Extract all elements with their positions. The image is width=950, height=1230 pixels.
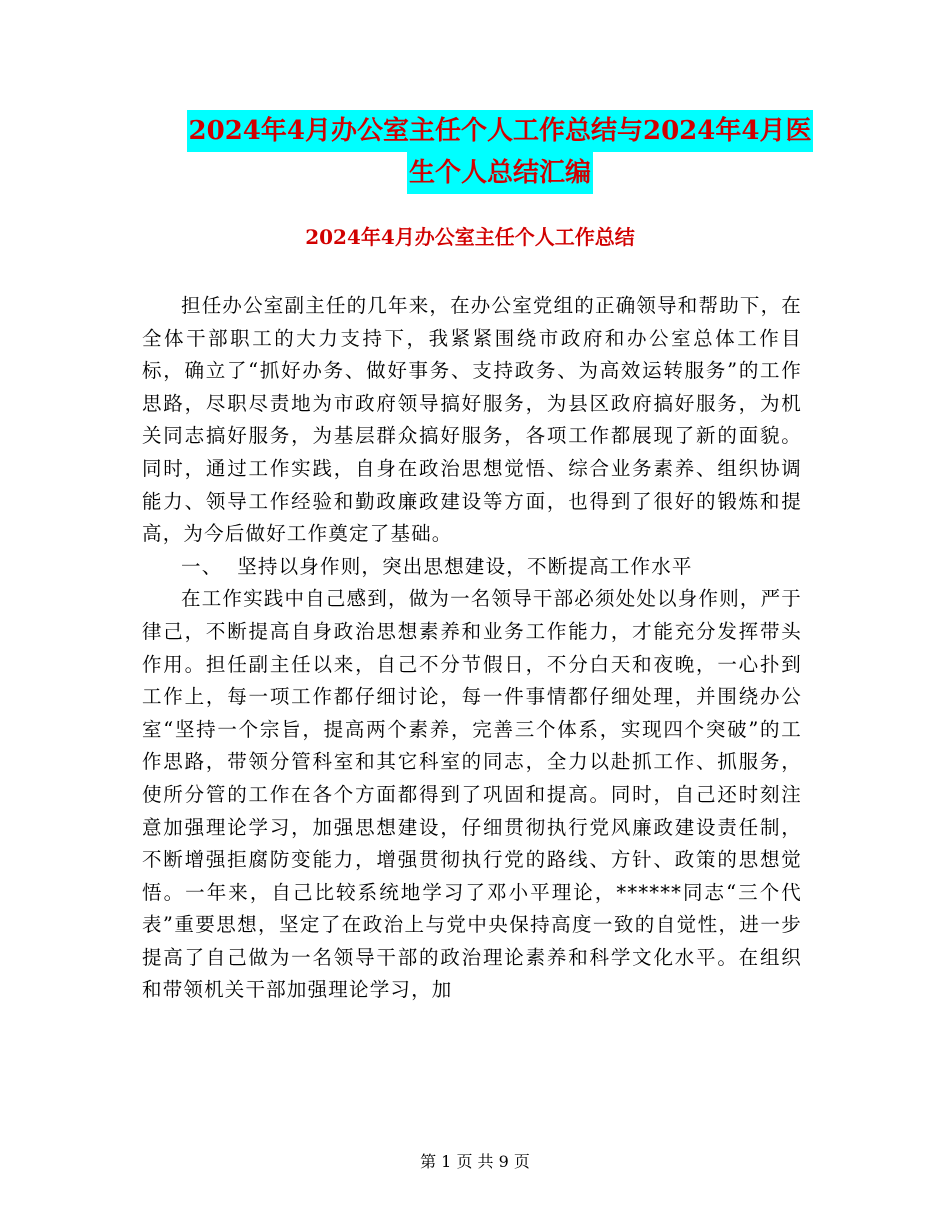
section-title: 2024年4月办公室主任个人工作总结 <box>305 225 635 249</box>
page-number-footer: 第 1 页 共 9 页 <box>420 1152 530 1171</box>
paragraph-section-1: 在工作实践中自己感到，做为一名领导干部必须处处以身作则，严于律己，不断提高自身政治思想素养和业务工作能力，才能充分发挥带头作用。担任副主任以来，自己不分节假日，不分白天和夜晚，一心扑到工作上，每一项工作都仔细讨论，每一件事情都仔细处理，并围绕办公室“坚持一个宗旨，提高两个素养，完善三个体系，实现四个突破”的工作思路，带领分管科室和其它科室的同志，全力以赴抓工作、抓服务，使所分管的工作在各个方面都得到了巩固和提高。同时，自己还时刻注意加强理论学习，加强思想建设，仔细贯彻执行党风廉政建设责任制，不断增强拒腐防变能力，增强贯彻执行党的路线、方针、政策的思想觉悟。一年来，自己比较系统地学习了邓小平理论，******同志“三个代表”重要思想，坚定了在政治上与党中央保持高度一致的自觉性，进一步提高了自己做为一名领导干部的政治理论素养和科学文化水平。在组织和带领机关干部加强理论学习，加 <box>142 587 803 1002</box>
document-title <box>180 110 820 194</box>
title-line-1: 2024年4月办公室主任个人工作总结与2024年4月医 <box>187 110 814 152</box>
body-text <box>142 290 802 1007</box>
paragraph-intro: 担任办公室副主任的几年来，在办公室党组的正确领导和帮助下，在全体干部职工的大力支持下，我紧紧围绕市政府和办公室总体工作目标，确立了“抓好办务、做好事务、支持政务、为高效运转服务”的工作思路，尽职尽责地为市政府领导搞好服务，为县区政府搞好服务，为机关同志搞好服务，为基层群众搞好服务，各项工作都展现了新的面貌。同时，通过工作实践，自身在政治思想觉悟、综合业务素养、组织协调能力、领导工作经验和勤政廉政建设等方面，也得到了很好的锻炼和提高，为今后做好工作奠定了基础。 <box>142 294 803 546</box>
section-heading-1: 一、 坚持以身作则，突出思想建设，不断提高工作水平 <box>181 554 693 578</box>
title-line-2: 生个人总结汇编 <box>407 152 593 194</box>
